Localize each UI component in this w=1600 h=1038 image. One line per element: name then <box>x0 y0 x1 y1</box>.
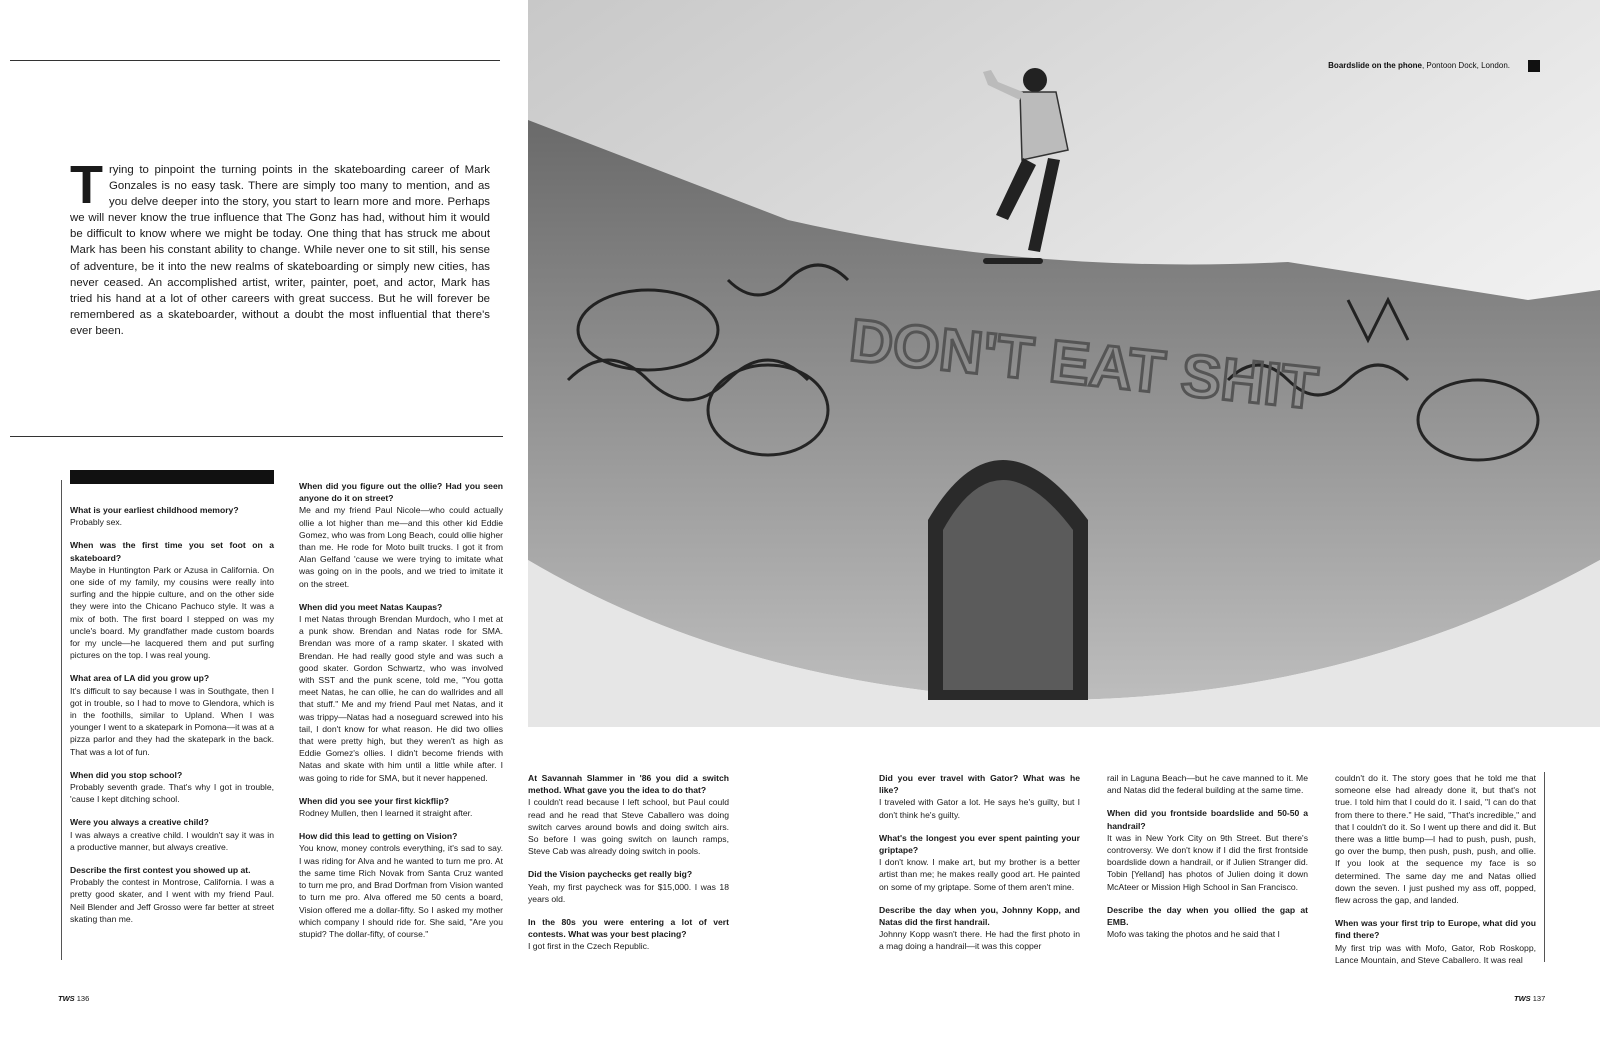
answer: couldn't do it. The story goes that he told me that someone else had already done it, but that's not true. I told him that I could do it. I said, "I can do that from there to there." He said, "That's incredible," and that I couldn't do it. So I went up there and did it. But there was a little bump—I had to push, push, push, go over the bump, then push, push, push, and ollie. If you look at the sequence my face is so determined. The same day me and Natas ollied down the seven. I just pushed my ass off, popped, flew across the gap, and landed. <box>1335 773 1536 906</box>
qa-item <box>1107 772 1308 796</box>
answer: Johnny Kopp wasn't there. He had the first photo in a mag doing a handrail—it was this copper <box>879 929 1080 952</box>
qa-item <box>528 772 729 857</box>
question: How did this lead to getting on Vision? <box>299 831 458 842</box>
caption-marker <box>1528 60 1540 72</box>
answer: I got first in the Czech Republic. <box>528 941 650 952</box>
qa-item <box>70 769 274 806</box>
qa-item <box>299 830 503 940</box>
qa-item <box>299 795 503 819</box>
qa-item <box>879 904 1080 953</box>
photo-caption <box>1328 61 1510 70</box>
answer: I don't know. I make art, but my brother is a better artist than me; he makes really good art. He painted on some of my griptape. Some of them aren't mine. <box>879 857 1080 892</box>
qa-item <box>70 816 274 853</box>
folio-left <box>58 994 89 1003</box>
question: When was the first time you set foot on a skateboard? <box>70 540 274 563</box>
qa-item <box>879 832 1080 893</box>
question: Were you always a creative child? <box>70 817 209 828</box>
folio-right-page: 137 <box>1532 994 1546 1003</box>
question: What area of LA did you grow up? <box>70 673 210 684</box>
mid-rule-left <box>10 436 503 437</box>
qa-item <box>70 539 274 661</box>
column-rule-left <box>61 480 62 960</box>
graffiti-text: DON'T EAT SHIT <box>846 306 1321 423</box>
answer: It's difficult to say because I was in Southgate, then I got in trouble, so I had to move to Glendora, which is in the foothills, similar to Upland. When I was younger I went to a skatepark in Pomona—it was at a pizza parlor and they had the skatepark in the back. That was a lot of fun. <box>70 685 274 757</box>
question: Describe the day when you ollied the gap at EMB. <box>1107 904 1308 928</box>
answer: Probably sex. <box>70 517 123 528</box>
qa-item <box>1107 807 1308 892</box>
question: What's the longest you ever spent painting your griptape? <box>879 832 1080 856</box>
qa-column-5 <box>1107 772 1308 951</box>
folio-left-page: 136 <box>76 994 90 1003</box>
answer: I met Natas through Brendan Murdoch, who I met at a punk show. Brendan and Natas rode for SMA. Brendan was more of a ramp skater. I skated with Brendan. He had really good style and was such a good skater. Gordon Schwartz, who was involved with SST and the punk scene, told me, "You gotta meet Natas, he can ollie, he can do wallrides and all that stuff." Me and my friend Paul met Natas, and it was trippy—Natas had a noseguard screwed into his tail, I don't know for what reason. He did two ollies that were pretty high, but they weren't as high as Eddie Gomez's ollies. I didn't become friends with Natas and skate with him until a little while after. I was going to ride for SMA, but it never happened. <box>299 614 503 783</box>
question: At Savannah Slammer in '86 you did a switch method. What gave you the idea to do that? <box>528 773 729 796</box>
answer: I couldn't read because I left school, but Paul could read and he read that Steve Caballero was doing switch carves around bowls and doing switch airs. So before I was going switch on launch ramps, Steve Cab was already doing switch in pools. <box>528 797 729 857</box>
answer: I traveled with Gator a lot. He says he's guilty, but I don't think he's guilty. <box>879 797 1080 820</box>
answer: Probably the contest in Montrose, California. I was a pretty good skater, and I went with my friend Paul. Neil Blender and Jeff Grosso were far better at street skating than me. <box>70 877 274 924</box>
question: Describe the day when you, Johnny Kopp, and Natas did the first handrail. <box>879 904 1080 928</box>
caption-bold: Boardslide on the phone <box>1328 61 1422 70</box>
question: Describe the first contest you showed up at. <box>70 865 251 876</box>
answer: Me and my friend Paul Nicole—who could actually ollie a lot higher than me—and this other kid Eddie Gomez, who was from Long Beach, could ollie higher than me. He rode for Moto built trucks. I got it from Alan Gelfand 'cause we were trying to imitate what was going on in the pools, and we tried to imitate it on the street. <box>299 505 503 589</box>
answer: I was always a creative child. I wouldn't say it was in a productive manner, but always creative. <box>70 829 274 852</box>
question: When was your first trip to Europe, what did you find there? <box>1335 918 1536 941</box>
qa-item <box>299 480 503 590</box>
question: Did the Vision paychecks get really big? <box>528 869 693 880</box>
question: When did you see your first kickflip? <box>299 795 449 806</box>
question: Did you ever travel with Gator? What was he like? <box>879 773 1080 796</box>
question: When did you meet Natas Kaupas? <box>299 601 443 612</box>
skate-photo <box>528 0 1600 727</box>
caption-location: , Pontoon Dock, London. <box>1421 61 1510 70</box>
top-rule-left <box>10 60 500 61</box>
qa-item <box>1335 917 1536 966</box>
qa-column-2 <box>299 480 503 951</box>
photo-illustration <box>528 0 1600 727</box>
qa-item <box>528 868 729 905</box>
qa-column-3 <box>528 772 729 964</box>
drop-cap: T <box>70 155 103 215</box>
intro-text: rying to pinpoint the turning points in the skateboarding career of Mark Gonzales is no easy task. There are simply too many to mention, and as you delve deeper into the story, you start to learn more and more. Perhaps we will never know the true influence that The Gonz has had, without him it would be difficult to know where we might be today. One thing that has struck me about Mark has been his constant ability to change. While never one to sit still, his sense of adventure, be it into the new realms of skateboarding or simply new cities, has never ceased. An accomplished artist, writer, painter, poet, and actor, Mark has tried his hand at a lot of other careers with great success. But he will forever be remembered as a skateboarder, without a doubt the most influential that there's ever been. <box>70 164 490 337</box>
intro-paragraph <box>70 155 490 339</box>
qa-item <box>70 864 274 925</box>
folio-right-mag: TWS <box>1514 994 1531 1003</box>
qa-column-6 <box>1335 772 1536 977</box>
qa-item <box>1335 772 1536 906</box>
answer: Probably seventh grade. That's why I got in trouble, 'cause I kept ditching school. <box>70 782 274 805</box>
qa-item <box>879 772 1080 821</box>
folio-left-mag: TWS <box>58 994 75 1003</box>
question: When did you frontside boardslide and 50-50 a handrail? <box>1107 808 1308 831</box>
qa-item <box>70 504 274 528</box>
answer: My first trip was with Mofo, Gator, Rob Roskopp, Lance Mountain, and Steve Caballero. It was real <box>1335 942 1536 965</box>
column-rule-right <box>1544 772 1545 962</box>
qa-column-4 <box>879 772 1080 964</box>
qa-item <box>1107 904 1308 941</box>
answer: Rodney Mullen, then I learned it straight after. <box>299 808 473 819</box>
answer: rail in Laguna Beach—but he cave manned to it. Me and Natas did the federal building at the same time. <box>1107 773 1308 796</box>
question: What is your earliest childhood memory? <box>70 505 239 515</box>
answer: Maybe in Huntington Park or Azusa in California. On one side of my family, my cousins were really into surfing and the hippie culture, and on the other side they were into the Chicano Pachuco style. It was a mix of both. The first board I stepped on was my uncle's board. My grandfather made custom boards for my uncle—he lacquered them and put surfing pictures on the top. I was real young. <box>70 564 274 661</box>
question: When did you stop school? <box>70 769 183 780</box>
folio-right <box>1514 994 1545 1003</box>
answer: Mofo was taking the photos and he said that I <box>1107 929 1280 940</box>
answer: It was in New York City on 9th Street. But there's controversy. We don't know if I did the first frontside boardslide down a handrail, or if Julien Stranger did. Tobin [Yelland] has photos of Julien doing it down McAteer or Mission High School in San Francisco. <box>1107 832 1308 892</box>
question: In the 80s you were entering a lot of vert contests. What was your best placing? <box>528 917 729 940</box>
answer: Yeah, my first paycheck was for $15,000. I was 18 years old. <box>528 881 729 904</box>
question: When did you figure out the ollie? Had you seen anyone do it on street? <box>299 481 503 504</box>
qa-column-1 <box>70 504 274 936</box>
qa-item <box>299 601 503 784</box>
section-header-bar <box>70 470 274 484</box>
answer: You know, money controls everything, it's sad to say. I was riding for Alva and he wanted to turn me pro. At the same time Rich Novak from Santa Cruz wanted to turn me pro, and Brad Dorfman from Vision wanted to turn me pro. Alva offered me 50 cents a board, Vision offered me a dollar-fifty. So I asked my mother which company I should ride for. She said, "Are you stupid? The dollar-fifty, of course." <box>299 843 503 939</box>
qa-item <box>528 916 729 953</box>
qa-item <box>70 672 274 757</box>
